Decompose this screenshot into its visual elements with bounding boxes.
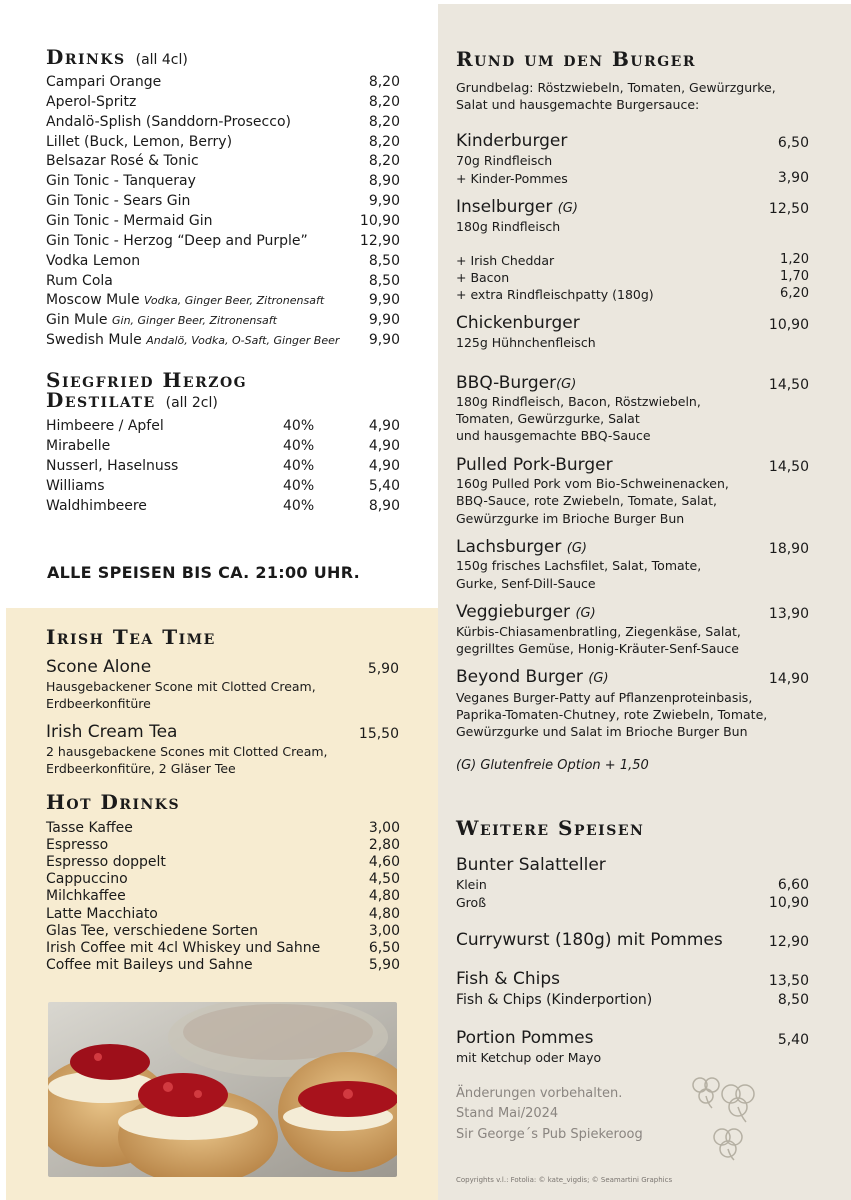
burger-price: 14,50 <box>768 459 809 475</box>
destilate-price: 4,90 <box>368 438 400 454</box>
tea-item-price: 5,90 <box>367 661 399 677</box>
drink-price: 8,20 <box>368 74 400 90</box>
burger-desc: 180g Rindfleisch, Bacon, Röstzwiebeln, <box>456 394 701 409</box>
footer-note: Änderungen vorbehalten. <box>456 1086 623 1101</box>
burger-desc: gegrilltes Gemüse, Honig-Kräuter-Senf-Sauce <box>456 641 739 656</box>
burger-desc: Gewürzgurke im Brioche Burger Bun <box>456 511 685 526</box>
burger-name: Chickenburger <box>456 313 580 333</box>
hot-drink-name: Latte Macchiato <box>46 905 158 922</box>
destilate-title-line1: Siegfried Herzog <box>46 368 248 392</box>
burger-desc: BBQ-Sauce, rote Zwiebeln, Tomate, Salat, <box>456 493 718 508</box>
drink-desc: Gin, Ginger Beer, Zitronensaft <box>111 314 277 328</box>
burger-price: 6,50 <box>777 135 809 151</box>
drink-name: Rum Cola <box>46 272 113 289</box>
hot-drink-name: Coffee mit Baileys und Sahne <box>46 956 253 973</box>
hot-drink-price: 4,80 <box>368 905 400 922</box>
copyright-note: Copyrights v.l.: Fotolia: © kate_vigdis; © Seamartini Graphics <box>456 1176 673 1184</box>
drink-item <box>46 312 277 329</box>
service-hours-notice: ALLE SPEISEN BIS CA. 21:00 UHR. <box>47 563 361 582</box>
destilate-abv: 40% <box>283 458 315 474</box>
burger-extra: + Bacon <box>456 270 510 285</box>
drink-price: 8,90 <box>368 173 400 190</box>
drink-price: 12,90 <box>359 232 400 249</box>
burger-desc: 70g Rindfleisch <box>456 153 553 168</box>
burger-name-text: Veggieburger <box>456 602 571 622</box>
gluten-mark: (G) <box>588 671 609 686</box>
drink-price: 8,50 <box>368 272 400 289</box>
drink-price: 9,90 <box>368 292 400 309</box>
drink-item <box>46 233 308 249</box>
gluten-mark: (G) <box>575 606 596 621</box>
drink-price: 8,20 <box>368 113 400 130</box>
burger-desc: 180g Rindfleisch <box>456 219 561 234</box>
drink-item <box>46 292 324 309</box>
tea-item-price: 15,50 <box>358 726 399 742</box>
weitere-heading: Weitere Speisen <box>456 816 645 840</box>
burger-price: 18,90 <box>768 541 809 557</box>
destilate-price: 8,90 <box>368 498 400 514</box>
drink-price: 8,20 <box>368 133 400 150</box>
destilate-price: 4,90 <box>368 418 400 434</box>
destilate-name: Mirabelle <box>46 438 111 454</box>
destilate-abv: 40% <box>283 438 315 454</box>
tea-item-desc: Erdbeerkonfitüre <box>46 696 151 711</box>
drink-item <box>46 273 113 289</box>
drink-item <box>46 173 196 189</box>
footer-note: Stand Mai/2024 <box>456 1106 559 1121</box>
hot-drink-name: Glas Tee, verschiedene Sorten <box>46 922 259 939</box>
burger-desc: Tomaten, Gewürzgurke, Salat <box>456 411 640 426</box>
hot-drinks-heading: Hot Drinks <box>46 790 181 814</box>
burger-desc: Gurke, Senf-Dill-Sauce <box>456 576 596 591</box>
drink-price: 8,50 <box>368 252 400 269</box>
drink-name: Andalö-Splish (Sanddorn-Prosecco) <box>46 113 291 130</box>
hot-drink-price: 4,60 <box>368 854 400 871</box>
footer-note: Sir George´s Pub Spiekeroog <box>456 1127 643 1142</box>
burger-extra: + extra Rindfleischpatty (180g) <box>456 287 654 302</box>
drink-name: Gin Tonic - Herzog “Deep and Purple” <box>46 232 308 249</box>
drink-price: 10,90 <box>359 212 400 229</box>
burger-desc: Gewürzgurke und Salat im Brioche Burger Bun <box>456 724 748 739</box>
dish-price: 6,60 <box>777 877 809 893</box>
drink-price: 9,90 <box>368 312 400 329</box>
drink-name: Vodka Lemon <box>46 252 141 269</box>
drink-item <box>46 153 199 169</box>
burger-price: 10,90 <box>768 317 809 333</box>
gluten-note: (G) Glutenfreie Option + 1,50 <box>456 758 649 773</box>
dish-size: Klein <box>456 877 487 892</box>
drink-item <box>46 74 161 90</box>
burger-extra-price: 1,20 <box>780 252 809 267</box>
burger-desc: 160g Pulled Pork vom Bio-Schweinenacken, <box>456 476 729 491</box>
drink-name: Belsazar Rosé & Tonic <box>46 153 199 170</box>
hot-drink-price: 2,80 <box>368 837 400 854</box>
gluten-mark: (G) <box>566 541 587 556</box>
burger-intro: Grundbelag: Röstzwiebeln, Tomaten, Gewürzgurke, <box>456 80 776 95</box>
hot-drink-price: 5,90 <box>368 956 400 973</box>
destilate-name: Waldhimbeere <box>46 498 147 514</box>
hot-drink-price: 4,80 <box>368 888 400 905</box>
drink-price: 9,90 <box>368 332 400 349</box>
drink-price: 8,20 <box>368 93 400 110</box>
destilate-name: Williams <box>46 478 105 494</box>
dish-price: 12,90 <box>768 934 809 950</box>
burger-desc: Kürbis-Chiasamenbratling, Ziegenkäse, Salat, <box>456 624 741 639</box>
destilate-name: Nusserl, Haselnuss <box>46 458 179 474</box>
drink-item <box>46 193 190 209</box>
drink-item <box>46 332 339 349</box>
drink-item <box>46 253 140 269</box>
drink-desc: Andalö, Vodka, O-Saft, Ginger Beer <box>146 334 340 348</box>
hot-drink-price: 4,50 <box>368 871 400 888</box>
hot-drink-price: 3,00 <box>368 922 400 939</box>
drink-name: Gin Tonic - Tanqueray <box>46 173 196 190</box>
destilate-name: Himbeere / Apfel <box>46 418 164 434</box>
dish-price: 5,40 <box>777 1032 809 1048</box>
destilate-title-line2: Destilate <box>46 388 156 412</box>
burger-price: 14,90 <box>768 671 809 687</box>
drink-name: Lillet (Buck, Lemon, Berry) <box>46 133 233 150</box>
burger-name: Kinderburger <box>456 131 568 151</box>
burger-price: 14,50 <box>768 377 809 393</box>
destilate-subtitle: (all 2cl) <box>165 395 218 411</box>
drinks-heading <box>46 45 188 69</box>
destilate-price: 4,90 <box>368 458 400 474</box>
drink-item <box>46 114 291 130</box>
drink-item <box>46 94 136 110</box>
tea-time-heading: Irish Tea Time <box>46 625 216 649</box>
hot-drink-price: 6,50 <box>368 939 400 956</box>
dish-name: Portion Pommes <box>456 1028 594 1048</box>
burger-extra: + Kinder-Pommes <box>456 171 568 186</box>
burger-desc: Paprika-Tomaten-Chutney, rote Zwiebeln, Tomate, <box>456 707 768 722</box>
burger-name-text: BBQ-Burger <box>456 373 557 393</box>
drink-name: Gin Mule <box>46 312 108 329</box>
gluten-mark: (G) <box>556 377 577 392</box>
drink-item <box>46 213 212 229</box>
drink-name: Moscow Mule <box>46 292 140 309</box>
hot-drink-name: Tasse Kaffee <box>46 820 133 836</box>
burger-extra-price: 6,20 <box>780 286 809 301</box>
dish-name: Fish & Chips (Kinderportion) <box>456 992 653 1008</box>
burger-name <box>456 539 587 557</box>
drink-item <box>46 134 232 150</box>
burger-desc: und hausgemachte BBQ-Sauce <box>456 428 651 443</box>
drink-desc: Vodka, Ginger Beer, Zitronensaft <box>144 294 325 308</box>
destilate-abv: 40% <box>283 478 315 494</box>
hot-drink-name: Espresso <box>46 837 109 854</box>
dish-price: 13,50 <box>768 973 809 989</box>
hot-drink-name: Milchkaffee <box>46 888 126 905</box>
dish-name: Currywurst (180g) mit Pommes <box>456 930 723 950</box>
burger-price: 13,90 <box>768 606 809 622</box>
burger-name <box>456 199 578 217</box>
dish-size: Groß <box>456 895 487 910</box>
burger-name <box>456 375 576 393</box>
burger-desc: Veganes Burger-Patty auf Pflanzenproteinbasis, <box>456 690 753 705</box>
destilate-heading <box>46 370 247 413</box>
burger-name <box>456 669 609 687</box>
burger-extra-price: 1,70 <box>780 269 809 284</box>
burger-name <box>456 604 596 622</box>
tea-item-desc: Erdbeerkonfitüre, 2 Gläser Tee <box>46 761 236 776</box>
drink-name: Gin Tonic - Sears Gin <box>46 193 191 210</box>
hot-drink-name: Irish Coffee mit 4cl Whiskey und Sahne <box>46 939 321 956</box>
burger-name-text: Inselburger <box>456 197 553 217</box>
destilate-abv: 40% <box>283 418 315 434</box>
tea-item-name: Scone Alone <box>46 657 152 677</box>
drinks-title: Drinks <box>46 45 126 69</box>
drink-name: Swedish Mule <box>46 332 142 349</box>
burger-price: 12,50 <box>768 201 809 217</box>
drink-name: Aperol-Spritz <box>46 93 137 110</box>
drink-price: 9,90 <box>368 193 400 210</box>
dish-price: 10,90 <box>768 895 809 911</box>
drink-name: Campari Orange <box>46 74 162 90</box>
burger-extra-price: 3,90 <box>777 170 809 186</box>
burger-desc: 150g frisches Lachsfilet, Salat, Tomate, <box>456 558 702 573</box>
burger-intro: Salat und hausgemachte Burgersauce: <box>456 97 700 112</box>
hot-drink-price: 3,00 <box>368 820 400 836</box>
burger-name-text: Beyond Burger <box>456 667 583 687</box>
drink-name: Gin Tonic - Mermaid Gin <box>46 212 213 229</box>
drinks-subtitle: (all 4cl) <box>135 52 188 68</box>
gluten-mark: (G) <box>557 201 578 216</box>
dish-price: 8,50 <box>777 992 809 1008</box>
shamrock-icon <box>686 1070 776 1166</box>
burger-heading: Rund um den Burger <box>456 47 696 71</box>
hot-drink-name: Cappuccino <box>46 871 128 888</box>
dish-name: Fish & Chips <box>456 969 560 989</box>
hot-drink-name: Espresso doppelt <box>46 854 166 871</box>
dish-desc: mit Ketchup oder Mayo <box>456 1050 602 1065</box>
tea-item-name: Irish Cream Tea <box>46 722 178 742</box>
dish-name: Bunter Salatteller <box>456 855 606 875</box>
destilate-price: 5,40 <box>368 478 400 494</box>
tea-item-desc: 2 hausgebackene Scones mit Clotted Cream, <box>46 744 328 759</box>
destilate-abv: 40% <box>283 498 315 514</box>
tea-item-desc: Hausgebackener Scone mit Clotted Cream, <box>46 679 316 694</box>
burger-extra: + Irish Cheddar <box>456 253 555 268</box>
drink-price: 8,20 <box>368 153 400 170</box>
scones-photo <box>48 1002 397 1177</box>
burger-desc: 125g Hühnchenfleisch <box>456 335 596 350</box>
burger-name-text: Lachsburger <box>456 537 562 557</box>
burger-name: Pulled Pork-Burger <box>456 455 613 475</box>
